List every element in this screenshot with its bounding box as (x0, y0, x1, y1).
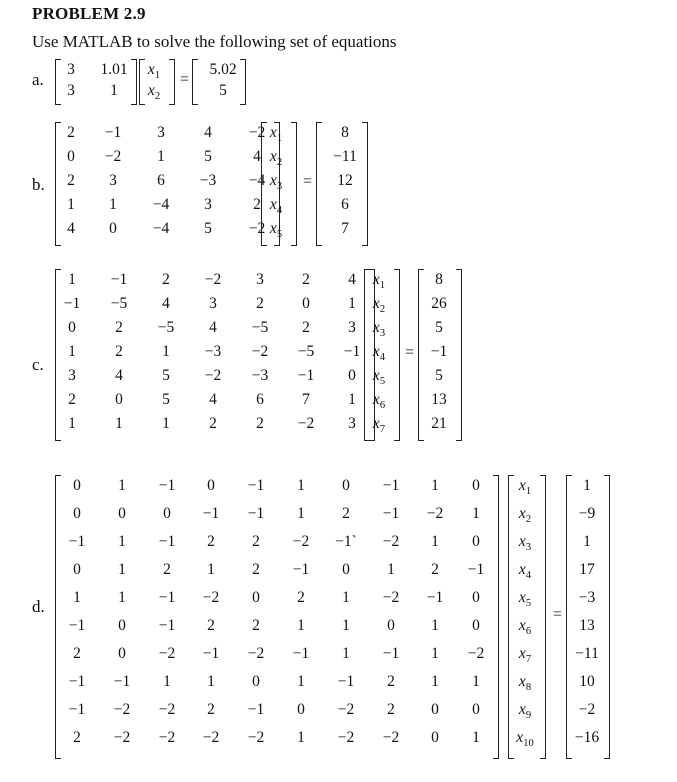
A-cell: −1 (158, 589, 176, 606)
A-cell: −1 (382, 645, 400, 662)
A-cell: −2 (337, 729, 355, 746)
A-cell: −2 (247, 645, 265, 662)
A-cell: −1 (68, 673, 86, 690)
A-cell: −1 (382, 477, 400, 494)
x-cell: $x_3$ (269, 172, 283, 193)
A-cell: −1 (337, 673, 355, 690)
A-cell: −2 (104, 148, 122, 165)
A-cell: 0 (472, 533, 480, 550)
A-cell: 1 (118, 561, 126, 578)
A-cell: −2 (251, 343, 269, 360)
b-cell: 7 (341, 220, 349, 237)
equals-sign: = (180, 71, 190, 88)
b-cell: 17 (579, 561, 595, 578)
b-cell: 8 (435, 271, 443, 288)
x-matrix (508, 475, 546, 759)
A-cell: 2 (256, 415, 264, 432)
A-cell: 3 (348, 415, 356, 432)
A-cell: −3 (199, 172, 217, 189)
A-cell: 2 (73, 645, 81, 662)
x-subscript: 2 (525, 514, 532, 526)
b-matrix (192, 59, 246, 105)
b-cell: 5.02 (209, 61, 237, 78)
A-cell: −1 (158, 477, 176, 494)
x-cell: $x_5$ (269, 220, 283, 241)
A-cell: 2 (162, 271, 170, 288)
x-subscript: 4 (379, 352, 386, 364)
A-cell: 2 (387, 701, 395, 718)
x-subscript: 5 (379, 376, 386, 388)
A-cell: 5 (162, 391, 170, 408)
x-cell: $x_4$ (372, 343, 386, 364)
x-subscript: 4 (276, 205, 283, 217)
A-cell: −1 (63, 295, 81, 312)
A-cell: 0 (252, 673, 260, 690)
A-cell: −1 (158, 617, 176, 634)
b-cell: 26 (431, 295, 447, 312)
A-cell: 1 (110, 82, 118, 99)
A-cell: 5 (162, 367, 170, 384)
problem-title: PROBLEM 2.9 (32, 4, 146, 23)
A-cell: −4 (152, 220, 170, 237)
A-cell: 4 (115, 367, 123, 384)
x-subscript: 4 (525, 570, 532, 582)
A-cell: 1 (162, 415, 170, 432)
A-cell: 0 (431, 701, 439, 718)
A-cell: −2 (467, 645, 485, 662)
A-cell: 0 (472, 617, 480, 634)
b-cell: 13 (579, 617, 595, 634)
equals-sign: = (405, 344, 415, 361)
x-cell: $x_2$ (518, 505, 532, 526)
A-cell: 0 (472, 477, 480, 494)
A-cell: −5 (297, 343, 315, 360)
A-cell: −2 (337, 701, 355, 718)
A-cell: 1 (118, 533, 126, 550)
A-cell: 1 (297, 729, 305, 746)
A-cell: 4 (348, 271, 356, 288)
x-cell: $x_5$ (518, 589, 532, 610)
A-cell: 1 (73, 589, 81, 606)
b-cell: −11 (333, 148, 357, 165)
A-cell: 1 (297, 673, 305, 690)
A-cell: −2 (382, 729, 400, 746)
x-cell: $x_1$ (518, 477, 532, 498)
problem-label-b: b. (32, 175, 45, 194)
A-cell: −2 (426, 505, 444, 522)
A-cell: 0 (73, 561, 81, 578)
b-matrix (566, 475, 610, 759)
A-cell: −1 (247, 505, 265, 522)
A-cell: 1 (342, 589, 350, 606)
A-cell: 2 (209, 415, 217, 432)
A-cell: 2 (207, 701, 215, 718)
A-cell: 3 (157, 124, 165, 141)
A-cell: 1 (297, 617, 305, 634)
A-cell: −1 (426, 589, 444, 606)
A-cell: 0 (109, 220, 117, 237)
A-cell: 1.01 (100, 61, 128, 78)
A-cell: 0 (431, 729, 439, 746)
x-cell: $x_1$ (372, 271, 386, 292)
x-cell: $x_3$ (372, 319, 386, 340)
A-cell: 0 (73, 505, 81, 522)
x-cell: $x_1$ (269, 124, 283, 145)
b-cell: 8 (341, 124, 349, 141)
x-matrix (139, 59, 175, 105)
x-subscript: 6 (525, 626, 532, 638)
b-cell: −3 (578, 589, 596, 606)
x-cell: $x_1$ (147, 61, 161, 82)
A-cell: 0 (118, 617, 126, 634)
b-cell: 10 (579, 673, 595, 690)
A-cell: −1 (292, 645, 310, 662)
A-cell: −3 (204, 343, 222, 360)
A-cell: 1 (297, 477, 305, 494)
A-cell: 1 (207, 561, 215, 578)
A-cell: 0 (342, 477, 350, 494)
A-cell: −1 (247, 701, 265, 718)
A-cell: 1 (68, 415, 76, 432)
b-cell: 5 (219, 82, 227, 99)
A-cell: −1 (104, 124, 122, 141)
A-cell: 2 (252, 533, 260, 550)
A-cell: 0 (207, 477, 215, 494)
A-cell: −1 (343, 343, 361, 360)
A-cell: −1` (335, 533, 357, 550)
A-cell: 2 (252, 617, 260, 634)
x-cell: $x_3$ (518, 533, 532, 554)
b-cell: −9 (578, 505, 596, 522)
A-cell: 2 (302, 271, 310, 288)
A-cell: 6 (157, 172, 165, 189)
A-cell: −1 (292, 561, 310, 578)
A-cell: 4 (67, 220, 75, 237)
A-cell: 1 (348, 391, 356, 408)
A-cell: 0 (348, 367, 356, 384)
A-cell: 2 (115, 319, 123, 336)
x-cell: $x_4$ (518, 561, 532, 582)
x-subscript: 3 (525, 542, 532, 554)
A-cell: −2 (113, 701, 131, 718)
x-matrix (261, 122, 297, 246)
A-cell: 2 (387, 673, 395, 690)
x-cell: $x_2$ (269, 148, 283, 169)
b-cell: −1 (430, 343, 448, 360)
A-cell: 7 (302, 391, 310, 408)
x-cell: $x_9$ (518, 701, 532, 722)
A-matrix (55, 59, 137, 105)
A-cell: −2 (248, 124, 266, 141)
A-cell: −1 (202, 505, 220, 522)
A-cell: −5 (157, 319, 175, 336)
x-cell: $x_7$ (518, 645, 532, 666)
A-cell: 3 (109, 172, 117, 189)
A-cell: −2 (113, 729, 131, 746)
A-cell: 1 (431, 617, 439, 634)
A-cell: 1 (297, 505, 305, 522)
b-cell: −11 (575, 645, 599, 662)
x-matrix (364, 269, 400, 441)
b-cell: 6 (341, 196, 349, 213)
b-cell: −2 (578, 701, 596, 718)
A-cell: −1 (68, 617, 86, 634)
A-cell: −4 (248, 172, 266, 189)
A-cell: 4 (253, 148, 261, 165)
problem-label-a: a. (32, 70, 44, 89)
A-cell: 1 (431, 533, 439, 550)
x-cell: $x_6$ (372, 391, 386, 412)
A-cell: 2 (67, 172, 75, 189)
A-cell: 4 (162, 295, 170, 312)
A-cell: 1 (431, 477, 439, 494)
problem-label-c: c. (32, 355, 44, 374)
A-cell: −2 (204, 367, 222, 384)
b-cell: 12 (337, 172, 353, 189)
x-subscript: 3 (379, 328, 386, 340)
b-cell: 5 (435, 319, 443, 336)
x-cell: $x_6$ (518, 617, 532, 638)
x-subscript: 8 (525, 682, 532, 694)
A-cell: −4 (152, 196, 170, 213)
A-cell: 0 (342, 561, 350, 578)
A-cell: 0 (163, 505, 171, 522)
A-cell: 1 (115, 415, 123, 432)
x-cell: $x_8$ (518, 673, 532, 694)
A-cell: 2 (207, 533, 215, 550)
A-cell: −2 (248, 220, 266, 237)
A-cell: 0 (67, 148, 75, 165)
b-cell: 1 (583, 477, 591, 494)
A-cell: −1 (247, 477, 265, 494)
x-subscript: 6 (379, 400, 386, 412)
problem-label-d: d. (32, 597, 45, 616)
A-cell: 2 (297, 589, 305, 606)
A-cell: −1 (158, 533, 176, 550)
A-cell: −1 (110, 271, 128, 288)
b-cell: 1 (583, 533, 591, 550)
b-cell: 5 (435, 367, 443, 384)
A-cell: −2 (297, 415, 315, 432)
A-cell: 0 (73, 477, 81, 494)
A-cell: 1 (118, 477, 126, 494)
A-cell: 3 (67, 61, 75, 78)
A-cell: 1 (348, 295, 356, 312)
A-cell: −1 (68, 701, 86, 718)
A-cell: −5 (251, 319, 269, 336)
x-cell: $x_7$ (372, 415, 386, 436)
A-cell: −2 (158, 729, 176, 746)
A-cell: 1 (431, 645, 439, 662)
b-matrix (316, 122, 368, 246)
A-cell: 3 (68, 367, 76, 384)
A-cell: 1 (68, 343, 76, 360)
A-cell: 4 (209, 391, 217, 408)
A-cell: −1 (297, 367, 315, 384)
A-cell: 6 (256, 391, 264, 408)
b-cell: 13 (431, 391, 447, 408)
A-cell: 2 (253, 196, 261, 213)
A-cell: 2 (163, 561, 171, 578)
A-cell: 1 (109, 196, 117, 213)
A-cell: −2 (158, 701, 176, 718)
A-cell: 3 (348, 319, 356, 336)
A-cell: 2 (68, 391, 76, 408)
x-subscript: 3 (276, 181, 283, 193)
A-cell: 1 (472, 505, 480, 522)
A-cell: 0 (297, 701, 305, 718)
A-cell: −1 (202, 645, 220, 662)
A-cell: 1 (342, 645, 350, 662)
x-subscript: 7 (379, 424, 386, 436)
A-cell: 1 (472, 729, 480, 746)
b-cell: −16 (574, 729, 600, 746)
x-subscript: 2 (154, 91, 161, 103)
x-subscript: 1 (154, 70, 161, 82)
A-cell: −2 (382, 533, 400, 550)
A-matrix (55, 122, 283, 246)
x-subscript: 1 (525, 486, 532, 498)
A-cell: 5 (204, 220, 212, 237)
x-subscript: 1 (276, 133, 283, 145)
A-cell: −5 (110, 295, 128, 312)
A-cell: 0 (118, 505, 126, 522)
A-cell: 1 (387, 561, 395, 578)
A-cell: 3 (209, 295, 217, 312)
x-cell: $x_{10}$ (516, 729, 534, 750)
A-cell: 1 (472, 673, 480, 690)
x-cell: $x_5$ (372, 367, 386, 388)
A-cell: 0 (118, 645, 126, 662)
A-cell: 5 (204, 148, 212, 165)
A-cell: 1 (162, 343, 170, 360)
A-cell: 0 (115, 391, 123, 408)
x-subscript: 7 (525, 654, 532, 666)
A-cell: 2 (256, 295, 264, 312)
A-cell: 0 (302, 295, 310, 312)
x-cell: $x_2$ (372, 295, 386, 316)
A-cell: 0 (68, 319, 76, 336)
A-cell: −2 (204, 271, 222, 288)
x-subscript: 2 (276, 157, 283, 169)
A-cell: 1 (207, 673, 215, 690)
A-cell: 0 (472, 701, 480, 718)
A-cell: 3 (67, 82, 75, 99)
A-cell: 3 (204, 196, 212, 213)
A-cell: 2 (302, 319, 310, 336)
A-cell: 0 (252, 589, 260, 606)
x-subscript: 1 (379, 280, 386, 292)
A-cell: −2 (292, 533, 310, 550)
x-subscript: 10 (523, 738, 534, 750)
A-cell: 1 (157, 148, 165, 165)
A-cell: 2 (207, 617, 215, 634)
A-cell: 4 (209, 319, 217, 336)
A-cell: −2 (202, 729, 220, 746)
A-cell: −2 (202, 589, 220, 606)
b-matrix (418, 269, 462, 441)
A-cell: 3 (256, 271, 264, 288)
A-cell: −2 (247, 729, 265, 746)
A-cell: 2 (73, 729, 81, 746)
A-cell: 2 (67, 124, 75, 141)
A-cell: −1 (382, 505, 400, 522)
A-cell: 1 (67, 196, 75, 213)
x-cell: $x_2$ (147, 82, 161, 103)
A-cell: −1 (113, 673, 131, 690)
A-cell: 2 (252, 561, 260, 578)
A-matrix (55, 475, 499, 759)
b-cell: 21 (431, 415, 447, 432)
equals-sign: = (303, 173, 313, 190)
A-cell: 1 (342, 617, 350, 634)
x-subscript: 2 (379, 304, 386, 316)
problem-instruction: Use MATLAB to solve the following set of equations (32, 32, 397, 51)
A-cell: −2 (158, 645, 176, 662)
x-subscript: 5 (525, 598, 532, 610)
A-cell: −3 (251, 367, 269, 384)
x-cell: $x_4$ (269, 196, 283, 217)
A-cell: 2 (342, 505, 350, 522)
x-subscript: 5 (276, 229, 283, 241)
A-cell: 2 (115, 343, 123, 360)
A-cell: 0 (472, 589, 480, 606)
A-cell: −1 (467, 561, 485, 578)
A-matrix (55, 269, 375, 441)
A-cell: 1 (68, 271, 76, 288)
A-cell: −1 (68, 533, 86, 550)
x-subscript: 9 (525, 710, 532, 722)
equals-sign: = (553, 606, 563, 623)
A-cell: 1 (431, 673, 439, 690)
A-cell: 1 (118, 589, 126, 606)
A-cell: 4 (204, 124, 212, 141)
A-cell: 1 (163, 673, 171, 690)
A-cell: −2 (382, 589, 400, 606)
A-cell: 0 (387, 617, 395, 634)
A-cell: 2 (431, 561, 439, 578)
